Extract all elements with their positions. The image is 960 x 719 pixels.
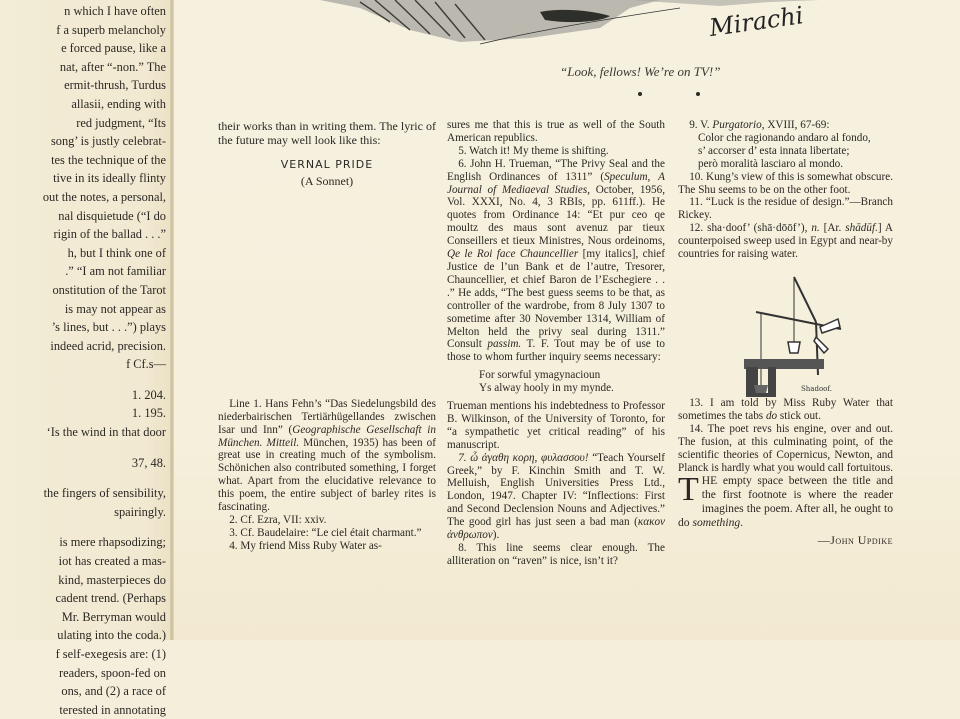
- figure-label: Shadoof.: [801, 384, 832, 393]
- left-page-gap: [0, 442, 166, 454]
- footnote-10: 10. Kung’s view of this is somewhat obscure. The Shu seems to be on the other foot.: [678, 170, 893, 196]
- author-signature: —John Updike: [817, 533, 893, 548]
- left-page-line: 1. 204.: [131, 387, 166, 402]
- left-page-line: is mere rhapsodizing;: [59, 535, 166, 550]
- left-page-line: allasii, ending with: [71, 96, 166, 111]
- left-page-line: 1. 195.: [131, 406, 166, 421]
- dante-quotation: [678, 132, 893, 171]
- left-page-line: kind, masterpieces do: [58, 572, 166, 587]
- left-page-line: rigin of the ballad . . .”: [53, 227, 166, 242]
- left-page-gap: [0, 374, 166, 386]
- left-page-gap: [0, 472, 166, 484]
- column-3: [678, 119, 893, 547]
- cartoon-illustration: [300, 0, 860, 50]
- column-2: [447, 119, 665, 568]
- footnote-7: 7. ὦ ἀγαθη κορη, φυλασσου! “Teach Yourself Greek,” by F. Kinchin Smith and T. W. Melluish, English Universities Press Ltd., London, 1947. Chapter IV: “Inflections: First and Second Declension Nouns and Adjectives.” The good girl has just seen a bad man (κακον ἀνθρωπον).: [447, 451, 665, 542]
- artist-signature: Mirachi: [707, 1, 806, 43]
- left-page-line: indeed acrid, precision.: [50, 338, 166, 353]
- footnote-2: 2. Cf. Ezra, VII: xxiv.: [229, 513, 327, 526]
- poem-title: VERNAL PRIDE: [280, 158, 374, 171]
- footnote-6: 6. John H. Trueman, “The Privy Seal and the English Ordinances of 1311” (Speculum, A Journal of Mediaeval Studies, October, 1956, Vol. XXXI, No. 4, 3 RBIs, pp. 611ff.). He quotes from Ordinance 14: “Et pur ceo qe moultz des maus sont avenuz par tieux Conseillers et tieux Ministres, Nous ordeinoms, Qe le Roi face Chauncellier [my italics], chief Justice de l’un Bank et de l’autre, Tresorer, Chauncellier, et chief Baron de l’Eschegiere . . .” He adds, “The best guess seems to be that, as controller of the wardrobe, from 8 July 1307 to sometime after 30 November 1314, William of Melton held the privy seal during 1311.” Consult passim. T. F. Tout may be of use to those to whom further inquiry seems necessary:: [447, 157, 665, 364]
- left-page-line: out the notes, a personal,: [42, 189, 166, 204]
- left-page-line: f self-exegesis are: (1): [55, 647, 166, 661]
- footnote-1: Line 1. Hans Fehn’s “Das Siedelungsbild des niederbairischen Tertiärhügellandes zwischen Isar und Inn” (Geographische Gesellschaft in München. Mitteil. München, 1935) has been of great use in creating much of the symbolism. Schönichen also contributed something, I forget what. Apart from the elucidative relevance to this poem, the entire subject of barley rites is fascinating.: [218, 397, 436, 514]
- poem-subtitle: (A Sonnet): [300, 173, 354, 188]
- left-page-line: e forced pause, like a: [61, 41, 166, 56]
- column-1: [218, 119, 436, 553]
- left-page-line: nat, after “-non.” The: [59, 59, 166, 74]
- left-page-line: Mr. Berryman would: [61, 609, 166, 624]
- left-page-line: h, but I think one of: [67, 245, 166, 260]
- left-page-text: [0, 2, 166, 719]
- middle-english-verse: [447, 369, 665, 395]
- left-page-line: ermit-thrush, Turdus: [64, 78, 166, 93]
- divider-dot: [638, 92, 642, 96]
- left-page-line: readers, spoon-fed on: [58, 665, 166, 680]
- footnote-8: 8. This line seems clear enough. The alliteration on “raven” is nice, isn’t it?: [447, 542, 665, 567]
- footnote-5: 5. Watch it! My theme is shifting.: [458, 144, 609, 157]
- left-page-line: terested in annotating: [59, 702, 166, 717]
- left-page-line: song’ is justly celebrat-: [50, 134, 166, 149]
- footnote-9: 9. V. Purgatorio, XVIII, 67-69:: [689, 119, 830, 131]
- left-page-line: ulating into the coda.): [57, 628, 166, 643]
- footnote-13: 13. I am told by Miss Ruby Water that sometimes the tabs do stick out.: [678, 396, 893, 422]
- left-page-gap: [0, 521, 166, 533]
- left-page-line: red judgment, “Its: [76, 115, 166, 130]
- quote-line: Color che ragionando andaro al fondo,: [698, 131, 871, 144]
- quote-line: s’ accorser d’ esta innata libertate;: [698, 144, 850, 157]
- left-page-line: tive in its ideally flinty: [53, 171, 166, 186]
- footnote-11: 11. “Luck is the residue of design.”—Branch Rickey.: [678, 196, 893, 222]
- cartoon-caption: “Look, fellows! We’re on TV!”: [560, 64, 721, 79]
- intro-text: their works than in writing them. The lyric of the future may well look like this:: [218, 119, 436, 147]
- left-page-line: is may not appear as: [64, 301, 166, 316]
- quote-line: però moralità lasciaro al mondo.: [698, 157, 844, 170]
- left-page-line: n which I have often: [64, 4, 166, 18]
- left-page-line: ‘Is the wind in that door: [46, 425, 166, 440]
- left-page: [0, 0, 170, 717]
- left-page-line: onstitution of the Tarot: [52, 282, 166, 297]
- footnote-14: 14. The poet revs his engine, over and out. The fusion, at this culminating point, of the scientific theories of Copernicus, Newton, and Planck is hardly what you would call fortuitous.: [678, 422, 894, 474]
- left-page-line: 37, 48.: [131, 455, 166, 470]
- left-page-line: ’s lines, but . . .”) plays: [51, 320, 166, 335]
- left-page-line: f Cf.s—: [126, 357, 166, 372]
- closing-paragraph: THE empty space between the title and the first footnote is where the reader imagines the poem. After all, he ought to do something.: [678, 471, 893, 530]
- verse-line: For sorwful ymagynacioun: [479, 369, 601, 382]
- left-page-line: .” “I am not familiar: [65, 264, 166, 279]
- left-page-line: f a superb melancholy: [56, 22, 166, 37]
- section-divider-dots: [630, 92, 710, 102]
- left-page-line: spairingly.: [114, 504, 166, 519]
- footnote-3: 3. Cf. Baudelaire: “Le ciel était charmant.”: [229, 526, 422, 539]
- left-page-line: the fingers of sensibility,: [43, 486, 166, 501]
- drop-cap: T: [678, 471, 699, 509]
- verse-line: Ys alway hooly in my mynde.: [479, 382, 614, 395]
- left-page-line: ons, and (2) a race of: [61, 684, 166, 699]
- empty-poem-space: [218, 188, 436, 398]
- left-page-line: iot has created a mas-: [58, 554, 166, 569]
- footnote-4-cont: sures me that this is true as well of the South American republics.: [447, 119, 665, 144]
- footnote-12: 12. sha·doof’ (shā·dōōf’), n. [Ar. shādūf.] A counterpoised sweep used in Egypt and near-by countries for raising water.: [678, 222, 893, 261]
- divider-dot: [696, 92, 700, 96]
- left-page-line: tes the technique of the: [51, 152, 166, 167]
- left-page-line: nal disquietude (“I do: [58, 208, 166, 223]
- left-page-line: cadent trend. (Perhaps: [55, 591, 166, 606]
- footnote-4: 4. My friend Miss Ruby Water as-: [229, 539, 382, 552]
- trueman-acknowledgement: Trueman mentions his indebtedness to Professor B. Wilkinson, of the University of Toronto, for “a sympathetic yet critical reading” of his manuscript.: [447, 400, 665, 451]
- shadoof-illustration: [736, 267, 856, 397]
